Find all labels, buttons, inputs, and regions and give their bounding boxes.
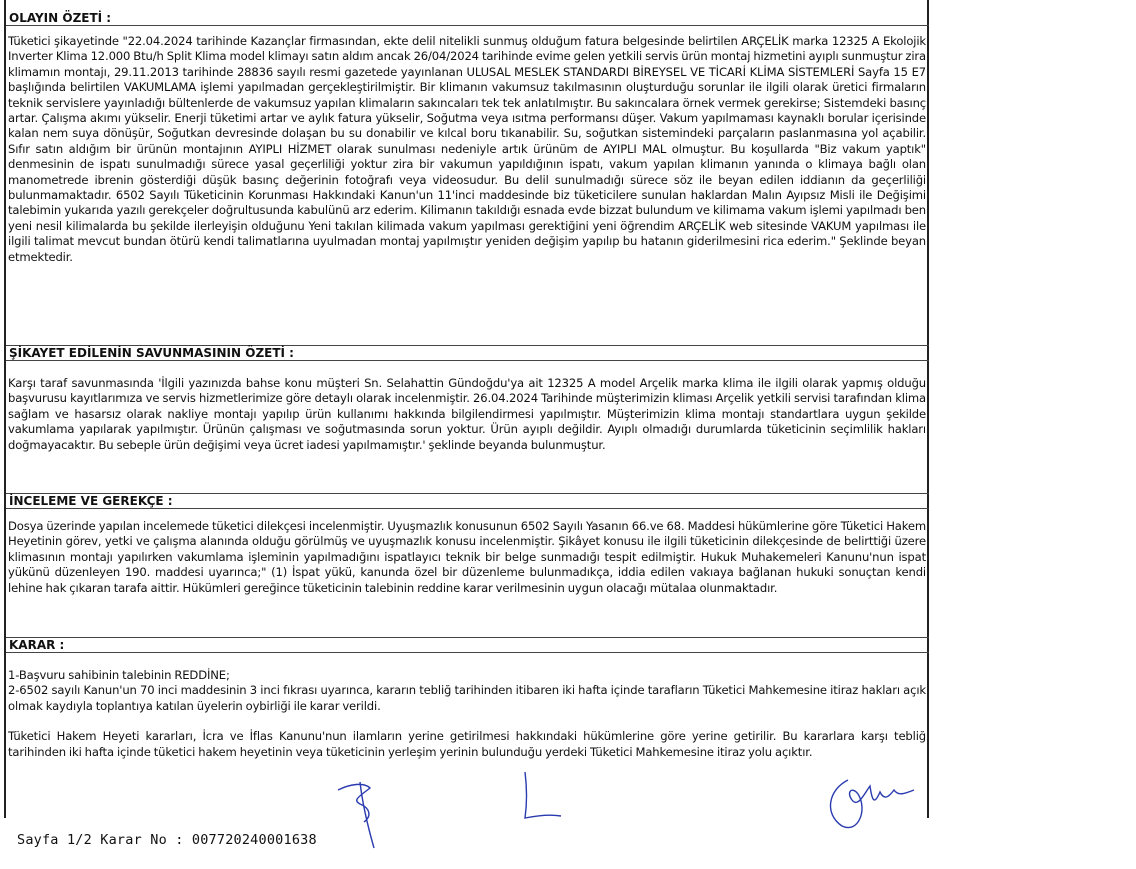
savunma-text: Karşı taraf savunmasında 'İlgili yazınızda bahse konu müşteri Sn. Selahattin Gündoğdu'ya ait 12325 A model Arçelik marka klima ile ilgili olarak yapmış olduğu başvurusu kayıtlarımıza ve servis hizmetlerimize göre detaylı olarak incelenmiştir. 26.04.2024 Tarihinde müşterimizin kliması Arçelik yetkili servisi tarafından klima sağlam ve hasarsız olarak nakliye montajı yapılıp ürün kullanımı hakkında bilgilendirmesi yapılmıştır. Müşterimizin klima montajı standartlara uygun şekilde vakumlama yapılarak yapılmıştır. Ürünün çalışması ve soğutmasında sorun yoktur. Ürün ayıplı değildir. Ayıplı olmadığı durumlarda tüketicinin seçimlilik hakları doğmayacaktır. Bu sebeple ürün değişimi veya ücret iadesi yapılmamıştır.' şeklinde beyanda bulunmuştur. [8, 376, 926, 452]
section-heading-savunma: ŞİKAYET EDİLENİN SAVUNMASININ ÖZETİ : [6, 345, 929, 361]
section-body-karar [8, 668, 926, 760]
karar-item-2: 2-6502 sayılı Kanun'un 70 inci maddesinin 3 inci fıkrası uyarınca, kararın tebliğ tarihinden itibaren iki hafta içinde tarafların Tüketici Mahkemesine itiraz hakları açık olmak kaydıyla toplantıya katılan üyelerin oybirliği ile karar verildi. [8, 683, 926, 713]
karar-note: Tüketici Hakem Heyeti kararları, İcra ve İflas Kanunu'nun ilamların yerine getirilmesi hakkındaki hükümlerine göre yerine getirilir. Bu kararlara karşı tebliğ tarihinden iki hafta içinde tüketici hakem heyetinin veya tüketicinin yerleşim yerinin bulunduğu yerdeki Tüketici Mahkemesine itiraz yolu açıktır. [8, 729, 926, 759]
section-heading-olay: OLAYIN ÖZETİ : [6, 11, 929, 26]
karar-item-1: 1-Başvuru sahibinin talebinin REDDİNE; [8, 668, 230, 682]
page-footer: Sayfa 1/2 Karar No : 007720240001638 [17, 832, 317, 848]
section-heading-karar: KARAR : [6, 637, 929, 653]
inceleme-text: Dosya üzerinde yapılan incelemede tüketici dilekçesi incelenmiştir. Uyuşmazlık konusunun 6502 Sayılı Yasanın 66.ve 68. Maddesi hükümlerine göre Tüketici Hakem Heyetinin görev, yetki ve çalışma alanında olduğu görülmüş ve uyuşmazlık konusu incelenmiştir. Şikâyet konusu ile ilgili tüketicinin dilekçesinde de belirttiği üzere klimasının montajı yapılırken vakumlama işleminin yapılmadığını ispatlayıcı teknik bir belge sunmadığı tespit edilmiştir. Hukuk Muhakemeleri Kanunu'nun ispat yükünü düzenleyen 190. maddesi uyarınca;" (1) İspat yükü, kanunda özel bir düzenleme bulunmadıkça, iddia edilen vakıaya bağlanan hukuki sonuçtan kendi lehine hak çıkaran tarafa aittir. Hükümleri gereğince tüketicinin talebinin reddine karar verilmesinin uygun olacağı mütalaa olunmaktadır. [8, 519, 926, 595]
section-body-inceleme [8, 519, 926, 596]
olay-text: Tüketici şikayetinde "22.04.2024 tarihinde Kazançlar firmasından, ekte delil nitelikli sunmuş olduğum fatura belgesinde belirtilen ARÇELİK marka 12325 A Ekolojik Inverter Klima 12.000 Btu/h Split Klima model klimayı satın aldım ancak 26/04/2024 tarihinde evime gelen yetkili servis ürün montaj hizmetini ayıplı sunmuştur zira klimamın montajı, 29.11.2013 tarihinde 28836 sayılı resmi gazetede yayınlanan ULUSAL MESLEK STANDARDI BİREYSEL VE TİCARİ KLİMA SİSTEMLERİ Sayfa 15 E7 başlığında belirtilen VAKUMLAMA işlemi yapılmadan gerçekleştirilmiştir. Bir klimanın vakumsuz takılmasının oluşturduğu sorunlar ile ilgili olarak üretici firmaların teknik servislere yayınladığı bültenlerde de vakumsuz yapılan klimaların sakıncaları tek tek anlatılmıştır. Bu sakıncalara örnek vermek gerekirse; Sistemdeki basınç artar. Çalışma akımı yükselir. Enerji tüketimi artar ve aylık fatura yükselir, Soğutma veya ısıtma performansı düşer. Vakum yapılmaması kaynaklı borular içerisinde kalan nem suya dönüşür, Soğutkan devresinde dolaşan bu su donabilir ve kılcal boru tıkanabilir. Su, soğutkan sistemindeki parçaların paslanmasına yol açabilir. Sıfır satın aldığım bir ürünün montajının AYIPLI HİZMET olarak sunulması nedeniyle artık ürünüm de AYIPLI MAL olmuştur. Bu koşullarda "Biz vakum yaptık" denmesinin de ispatı sunulmadığı sürece yasal geçerliliği yoktur zira bir vakumun yapıldığının ispatı, vakum yapılan klimanın yanında o klimaya bağlı olan manometrede ibrenin gösterdiği düşük basınç değerinin fotoğrafı veya videosudur. Bu delil sunulmadığı sürece söz ile beyan edilen iddianın da geçerliliği bulunmamaktadır. 6502 Sayılı Tüketicinin Korunması Hakkındaki Kanun'un 11'inci maddesinde biz tüketicilere sunulan haklardan Malın Ayıpsız Misli ile Değişimi talebimin yukarıda yazılı gerekçeler doğrultusunda kabulünü arz ederim. Kilimanın takıldığı esnada evde bizzat bulundum ve kilimama vakum işlemi yapılmadı ben yeni nesil kilimalarda bu şekilde ilerleyişin olduğunu Yeni takılan kilimada vakum yapılması gerektiğini yeni öğrendim ARÇELİK web sitesinde VAKUM yapılması ile ilgili talimat mevcut bundan ötürü kendi talimatlarına uyulmadan montaj yapılmıştır yeniden değişim yapılıp bu hatanın giderilmesini rica ederim." Şeklinde beyan etmektedir. [8, 34, 926, 264]
signature-3 [818, 770, 928, 840]
signature-2 [515, 770, 575, 830]
signature-1 [330, 770, 400, 850]
section-heading-inceleme: İNCELEME VE GEREKÇE : [6, 493, 929, 509]
section-body-olay [8, 34, 926, 265]
section-body-savunma [8, 376, 926, 453]
